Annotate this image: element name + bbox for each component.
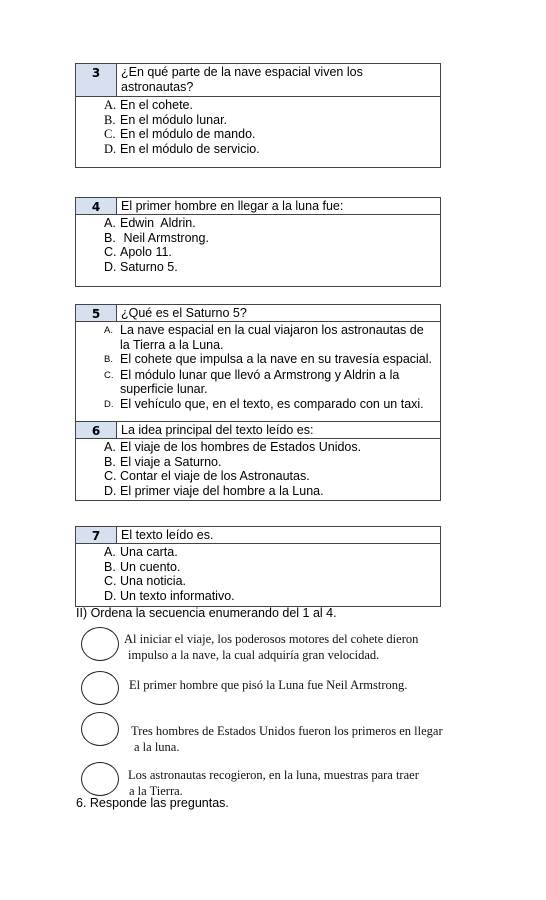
question-header	[76, 305, 440, 322]
sequence-statement-2: El primer hombre que pisó la Luna fue Neil Armstrong.	[129, 678, 408, 692]
option-a: A. La nave espacial en la cual viajaron los astronautas de la Tierra a la Luna.	[104, 323, 424, 352]
sequence-statement-4: Los astronautas recogieron, en la luna, muestras para traer a la Tierra.	[128, 768, 419, 798]
question-7-table	[75, 526, 441, 607]
question-header	[76, 527, 440, 544]
question-number: 5	[76, 305, 117, 321]
question-text: El primer hombre en llegar a la luna fue:	[121, 199, 344, 213]
options-list	[76, 439, 440, 498]
options-list	[76, 322, 440, 412]
sequence-statement-3: Tres hombres de Estados Unidos fueron los primeros en llegar a la luna.	[131, 724, 443, 754]
options-list	[76, 97, 440, 156]
order-answer-circle-3[interactable]	[81, 712, 119, 746]
question-5-table	[75, 304, 441, 422]
option-b: B. Neil Armstrong.	[104, 230, 209, 245]
option-b: B. En el módulo lunar.	[104, 112, 228, 127]
sequence-statement-1: Al iniciar el viaje, los poderosos motores del cohete dieron impulso a la nave, la cual adquiría gran velocidad.	[124, 632, 419, 662]
option-c: C. Contar el viaje de los Astronautas.	[104, 469, 310, 483]
option-c: C. Una noticia.	[104, 574, 187, 588]
question-header	[76, 64, 440, 97]
question-3-table	[75, 63, 441, 168]
option-c: C. En el módulo de mando.	[104, 127, 256, 141]
order-answer-circle-4[interactable]	[81, 762, 119, 796]
options-list	[76, 544, 440, 603]
option-a: A. El viaje de los hombres de Estados Unidos.	[104, 440, 362, 454]
option-d: D. El vehículo que, en el texto, es comparado con un taxi.	[104, 396, 424, 411]
option-d: D. En el módulo de servicio.	[104, 141, 260, 156]
option-a: A. En el cohete.	[104, 98, 193, 112]
question-text: El texto leído es.	[121, 528, 214, 542]
order-answer-circle-2[interactable]	[81, 671, 119, 705]
option-a: A. Una carta.	[104, 545, 178, 559]
section-3-title: 6. Responde las preguntas.	[76, 796, 229, 810]
question-text: ¿En qué parte de la nave espacial viven los astronautas?	[121, 65, 363, 94]
option-a: A. Edwin Aldrin.	[104, 216, 196, 230]
question-number: 4	[76, 198, 117, 214]
question-header	[76, 422, 440, 439]
question-number: 7	[76, 527, 117, 543]
section-2-title: II) Ordena la secuencia enumerando del 1 al 4.	[76, 606, 337, 620]
question-number: 6	[76, 422, 117, 438]
option-b: B. El viaje a Saturno.	[104, 454, 222, 469]
option-b: B. Un cuento.	[104, 559, 181, 574]
option-d: D. Saturno 5.	[104, 259, 178, 274]
option-d: D. El primer viaje del hombre a la Luna.	[104, 483, 324, 498]
order-answer-circle-1[interactable]	[81, 627, 119, 661]
option-d: D. Un texto informativo.	[104, 588, 235, 603]
option-b: B. El cohete que impulsa a la nave en su travesía espacial.	[104, 352, 432, 366]
option-c: C. Apolo 11.	[104, 245, 172, 259]
question-number: 3	[76, 64, 117, 96]
question-header	[76, 198, 440, 215]
question-text: ¿Qué es el Saturno 5?	[121, 306, 247, 320]
question-text: La idea principal del texto leído es:	[121, 423, 314, 437]
question-6-table	[75, 421, 441, 501]
question-4-table	[75, 197, 441, 287]
options-list	[76, 215, 440, 274]
option-c: C. El módulo lunar que llevó a Armstrong y Aldrin a la superficie lunar.	[104, 367, 400, 396]
